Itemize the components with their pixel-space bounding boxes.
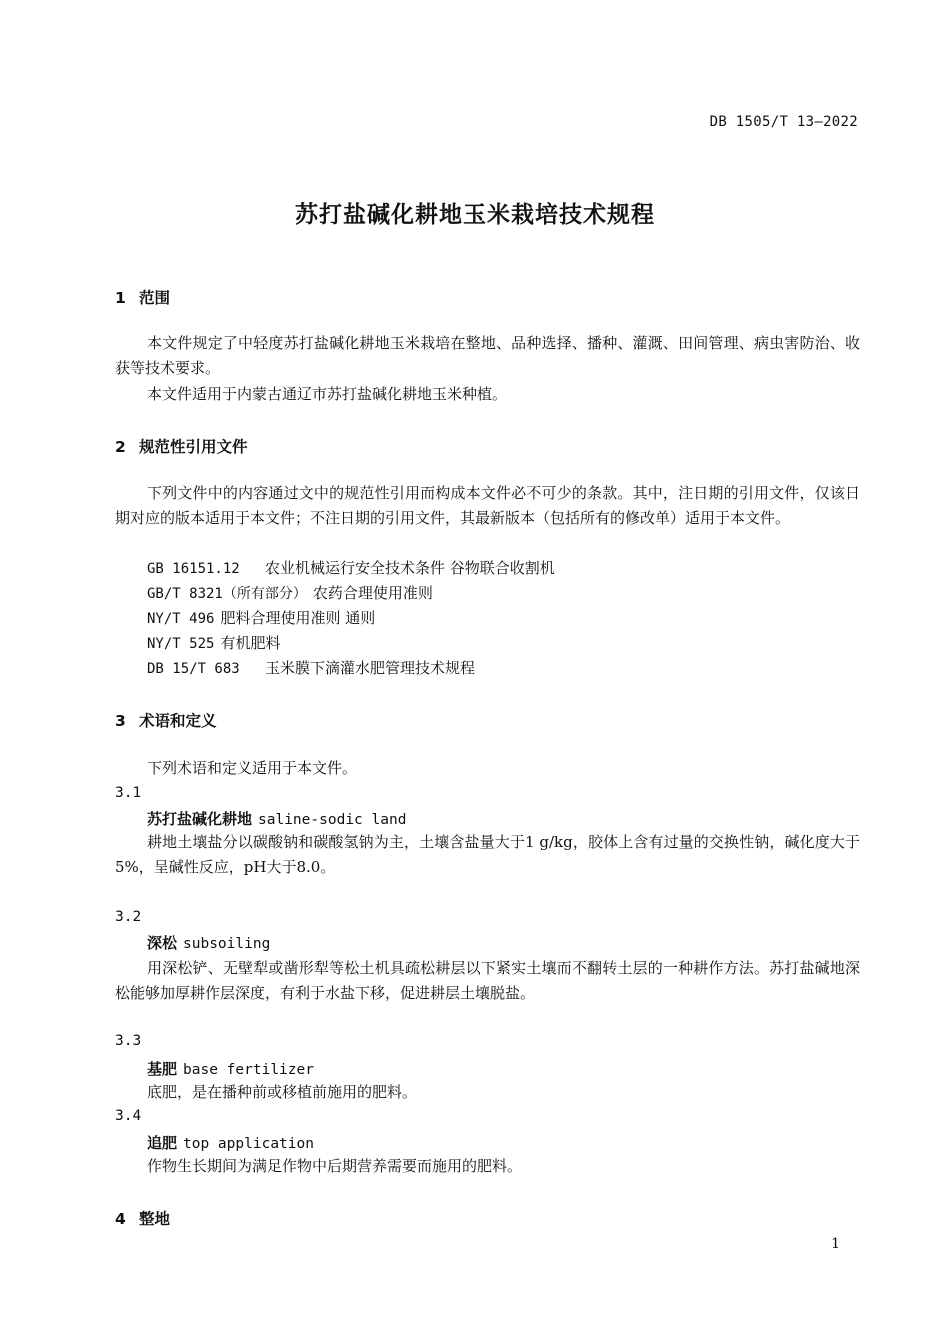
term-number: 3.3 xyxy=(115,1033,142,1049)
term-definition: 用深松铲、无壁犁或凿形犁等松土机具疏松耕层以下紧实土壤而不翻转土层的一种耕作方法。苏打盐碱地深松能够加厚耕作层深度，有利于水盐下移，促进耕层土壤脱盐。 xyxy=(115,959,860,1002)
term-number: 3.2 xyxy=(115,909,142,925)
term-chinese: 基肥 xyxy=(147,1060,178,1078)
section-title: 规范性引用文件 xyxy=(139,438,248,456)
term-english: base fertilizer xyxy=(183,1062,314,1078)
term-definition: 作物生长期间为满足作物中后期营养需要而施用的肥料。 xyxy=(147,1157,523,1175)
term-heading xyxy=(147,1058,314,1079)
reference-code: DB 15/T 683 xyxy=(147,661,240,677)
section-4-heading xyxy=(115,1207,170,1229)
reference-title: 农业机械运行安全技术条件 谷物联合收割机 xyxy=(265,559,555,577)
term-english: saline-sodic land xyxy=(258,812,407,828)
scope-paragraph-2: 本文件适用于内蒙古通辽市苏打盐碱化耕地玉米种植。 xyxy=(147,385,508,403)
reference-title: 玉米膜下滴灌水肥管理技术规程 xyxy=(265,659,476,677)
reference-code: NY/T 525 xyxy=(147,636,215,652)
section-2-heading xyxy=(115,435,248,457)
term-chinese: 追肥 xyxy=(147,1134,178,1152)
standard-code: DB 1505/T 13—2022 xyxy=(709,114,858,130)
term-chinese: 深松 xyxy=(147,934,178,952)
reference-title: 农药合理使用准则 xyxy=(312,584,433,602)
reference-item xyxy=(147,556,555,582)
terms-intro: 下列术语和定义适用于本文件。 xyxy=(147,759,358,777)
section-number: 3 xyxy=(115,712,126,730)
term-english: top application xyxy=(183,1136,314,1152)
normative-references-paragraph: 下列文件中的内容通过文中的规范性引用而构成本文件必不可少的条款。其中，注日期的引用文件，仅该日期对应的版本适用于本文件；不注日期的引用文件，其最新版本（包括所有的修改单）适用于本文件。 xyxy=(115,484,860,527)
reference-item xyxy=(147,631,280,657)
section-number: 4 xyxy=(115,1210,126,1228)
reference-item xyxy=(147,581,433,607)
term-heading xyxy=(147,808,406,829)
section-3-heading xyxy=(115,709,217,731)
section-number: 2 xyxy=(115,438,126,456)
reference-title: 有机肥料 xyxy=(220,634,281,652)
section-title: 术语和定义 xyxy=(139,712,217,730)
reference-item xyxy=(147,606,375,632)
term-chinese: 苏打盐碱化耕地 xyxy=(147,810,253,828)
term-number: 3.1 xyxy=(115,785,142,801)
term-definition: 耕地土壤盐分以碳酸钠和碳酸氢钠为主，土壤含盐量大于1 g/kg，胶体上含有过量的交换性钠，碱化度大于5%，呈碱性反应，pH大于8.0。 xyxy=(115,833,860,876)
section-title: 整地 xyxy=(139,1210,171,1228)
reference-title: 肥料合理使用准则 通则 xyxy=(220,609,376,627)
term-definition: 底肥，是在播种前或移植前施用的肥料。 xyxy=(147,1083,418,1101)
document-title: 苏打盐碱化耕地玉米栽培技术规程 xyxy=(295,202,655,228)
section-title: 范围 xyxy=(139,289,171,307)
page-number: 1 xyxy=(831,1236,840,1252)
term-heading xyxy=(147,1132,314,1153)
section-1-heading xyxy=(115,286,170,308)
reference-code: NY/T 496 xyxy=(147,611,215,627)
scope-paragraph-1: 本文件规定了中轻度苏打盐碱化耕地玉米栽培在整地、品种选择、播种、灌溉、田间管理、病虫害防治、收获等技术要求。 xyxy=(115,334,860,377)
term-english: subsoiling xyxy=(183,936,271,952)
term-number: 3.4 xyxy=(115,1108,142,1124)
reference-code: GB 16151.12 xyxy=(147,561,240,577)
section-number: 1 xyxy=(115,289,126,307)
reference-code: GB/T 8321（所有部分） xyxy=(147,586,307,602)
term-heading xyxy=(147,932,270,953)
reference-item xyxy=(147,656,475,682)
